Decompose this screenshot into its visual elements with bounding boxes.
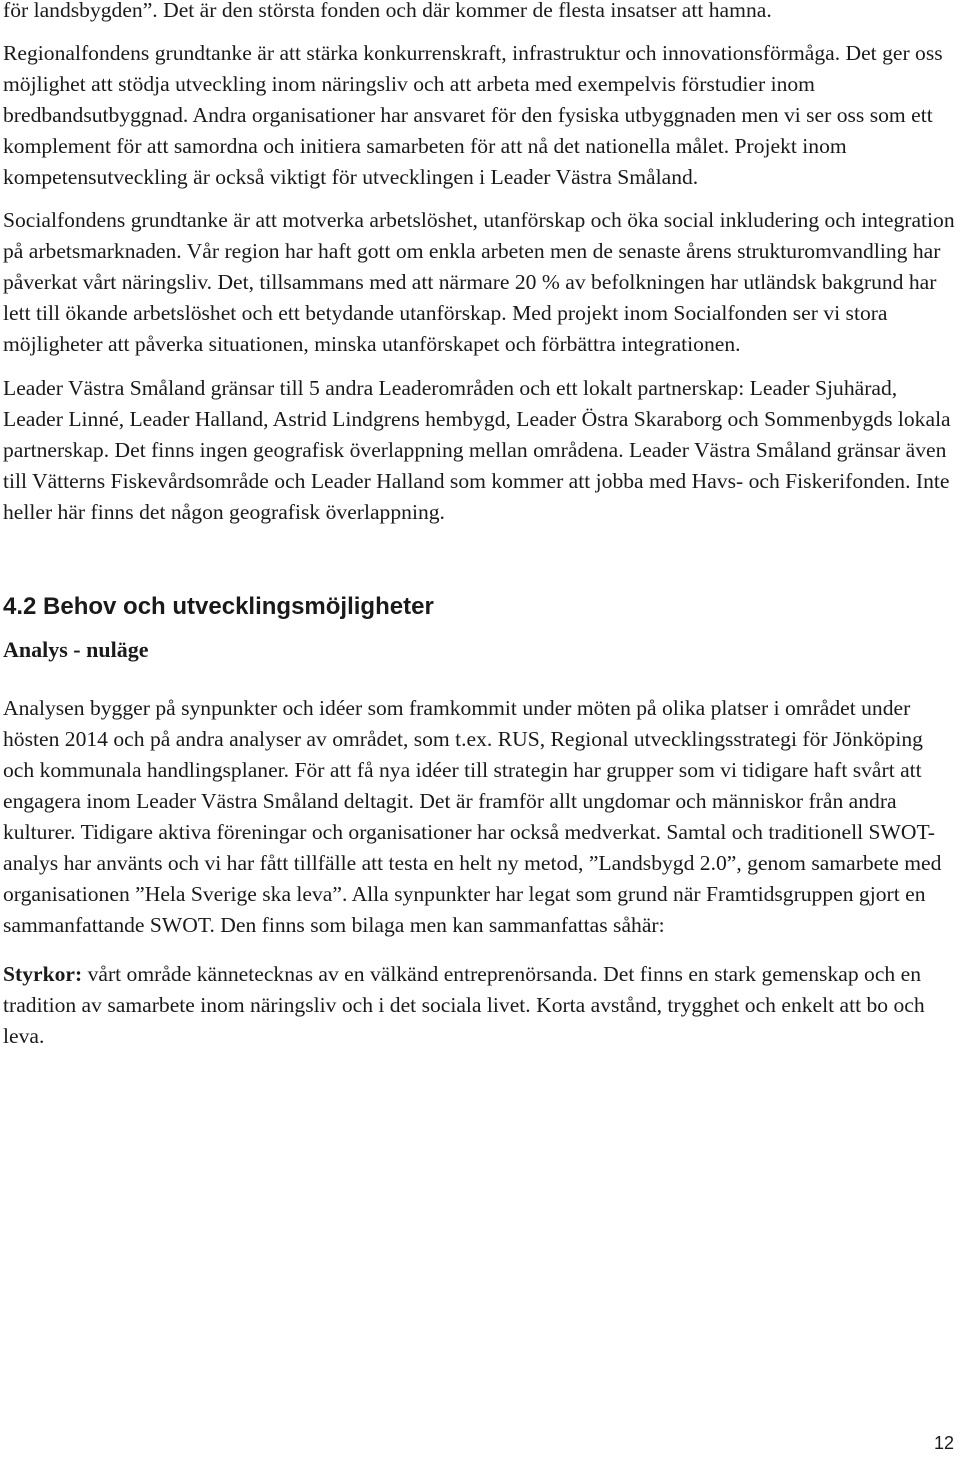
paragraph-landsbygdsfonden: för landsbygden”. Det är den största fonden och där kommer de flesta insatser att hamna. — [3, 0, 772, 22]
paragraph-analys: Analysen bygger på synpunkter och idéer som framkommit under möten på olika platser i området under hösten 2014 och på andra analyser av området, som t.ex. RUS, Regional utvecklingsstrategi för Jönköping och kommunala handlingsplaner. För att få nya idéer till strategin har grupper som vi tidigare haft svårt att engagera inom Leader Västra Småland deltagit. Det är framför allt ungdomar och människor från andra kulturer. Tidigare aktiva föreningar och organisationer har också medverkat. Samtal och traditionell SWOT-analys har använts och vi har fått tillfälle att testa en helt ny metod, ”Landsbygd 2.0”, genom samarbete med organisationen ”Hela Sverige ska leva”. Alla synpunkter har legat som grund när Framtidsgruppen gjort en sammanfattande SWOT. Den finns som bilaga men kan sammanfattas såhär: — [3, 696, 942, 937]
styrkor-label: Styrkor: — [3, 962, 83, 986]
paragraph-regionalfonden: Regionalfondens grundtanke är att stärka konkurrenskraft, infrastruktur och innovationsförmåga. Det ger oss möjlighet att stödja utveckling inom näringsliv och att arbeta med exempelvis förstudier inom bredbandsutbyggnad. Andra organisationer har ansvaret för den fysiska utbyggnaden men vi ser oss som ett komplement för att samordna och initiera samarbeten för att nå det nationella målet. Projekt inom kompetensutveckling är också viktigt för utvecklingen i Leader Västra Småland. — [3, 41, 943, 189]
section-heading: 4.2 Behov och utvecklingsmöjligheter — [3, 593, 434, 620]
document-page — [3, 0, 958, 1052]
page-number: 12 — [933, 1433, 954, 1453]
paragraph-grannomraden: Leader Västra Småland gränsar till 5 andra Leaderområden och ett lokalt partnerskap: Leader Sjuhärad, Leader Linné, Leader Halland, Astrid Lindgrens hembygd, Leader Östra Skaraborg och Sommenbygds lokala partnerskap. Det finns ingen geografisk överlappning mellan områdena. Leader Västra Småland gränsar även till Vätterns Fiskevårdsområde och Leader Halland som kommer att jobba med Havs- och Fiskerifonden. Inte heller här finns det någon geografisk överlappning. — [3, 376, 951, 524]
styrkor-text: vårt område kännetecknas av en välkänd entreprenörsanda. Det finns en stark gemenskap och en tradition av samarbete inom näringsliv och i det sociala livet. Korta avstånd, trygghet och enkelt att bo och leva. — [3, 962, 925, 1048]
subsection-heading: Analys - nuläge — [3, 637, 149, 662]
paragraph-styrkor — [3, 959, 958, 1052]
paragraph-socialfonden: Socialfondens grundtanke är att motverka arbetslöshet, utanförskap och öka social inkludering och integration på arbetsmarknaden. Vår region har haft gott om enkla arbeten men de senaste årens strukturomvandling har påverkat vårt näringsliv. Det, tillsammans med att närmare 20 % av befolkningen har utländsk bakgrund har lett till ökande arbetslöshet och ett betydande utanförskap. Med projekt inom Socialfonden ser vi stora möjligheter att påverka situationen, minska utanförskapet och förbättra integrationen. — [3, 208, 955, 356]
